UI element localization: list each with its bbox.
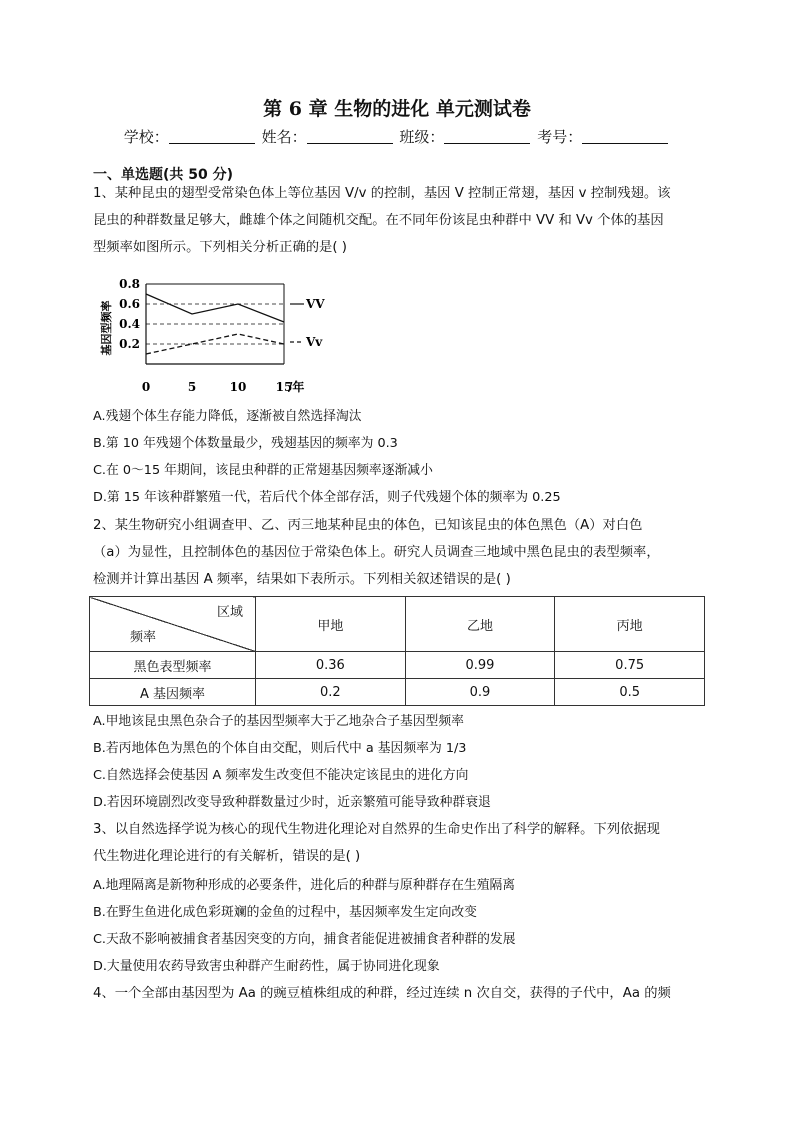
q4-line-1: 4、一个全部由基因型为 Aa 的豌豆植株组成的种群，经过连续 n 次自交，获得的子代中，Aa 的频 — [93, 986, 671, 1001]
exam-number-label: 考号： — [537, 128, 583, 146]
q3-option-d[interactable]: D.大量使用农药导致害虫种群产生耐药性，属于协同进化现象 — [93, 959, 440, 974]
column-header: 乙地 — [405, 597, 555, 652]
chart-ylabel: 基因型频率 — [100, 300, 113, 356]
chart-y-tick-label: 0.4 — [119, 317, 140, 331]
q3-option-b[interactable]: B.在野生鱼进化成色彩斑斓的金鱼的过程中，基因频率发生定向改变 — [93, 905, 477, 920]
q2-option-a[interactable]: A.甲地该昆虫黑色杂合子的基因型频率大于乙地杂合子基因型频率 — [93, 714, 464, 729]
name-blank[interactable] — [307, 129, 393, 144]
q2-line-3: 检测并计算出基因 A 频率，结果如下表所示。下列相关叙述错误的是( ) — [93, 572, 511, 587]
q2-option-b[interactable]: B.若丙地体色为黑色的个体自由交配，则后代中 a 基因频率为 1/3 — [93, 741, 467, 756]
chart-y-tick-label: 0.2 — [119, 337, 140, 351]
q2-option-d[interactable]: D.若因环境剧烈改变导致种群数量过少时，近亲繁殖可能导致种群衰退 — [93, 795, 491, 810]
q1-option-b[interactable]: B.第 10 年残翅个体数量最少，残翅基因的频率为 0.3 — [93, 436, 398, 451]
chart-x-tick-label: 10 — [229, 380, 247, 394]
name-label: 姓名： — [261, 128, 307, 146]
chart-xlabel: /年 — [288, 380, 305, 394]
table-cell: 0.2 — [256, 679, 406, 706]
school-blank[interactable] — [169, 129, 255, 144]
q1-option-d[interactable]: D.第 15 年该种群繁殖一代，若后代个体全部存活，则子代残翅个体的频率为 0.25 — [93, 490, 561, 505]
table-cell: 0.36 — [256, 652, 406, 679]
table-cell: 0.99 — [405, 652, 555, 679]
table-corner-cell — [90, 597, 256, 652]
q3-option-c[interactable]: C.天敌不影响被捕食者基因突变的方向，捕食者能促进被捕食者种群的发展 — [93, 932, 516, 947]
chart-gridlines — [146, 304, 284, 344]
q2-line-2: （a）为显性，且控制体色的基因位于常染色体上。研究人员调查三地域中黑色昆虫的表型频率， — [93, 545, 660, 560]
table-row — [90, 679, 705, 706]
q3-line-2: 代生物进化理论进行的有关解析，错误的是( ) — [93, 849, 361, 864]
q1-option-c[interactable]: C.在 0～15 年期间，该昆虫种群的正常翅基因频率逐渐减小 — [93, 463, 433, 478]
table-cell: 0.75 — [555, 652, 705, 679]
section-heading: 一、单选题(共 50 分) — [93, 167, 234, 183]
chart-y-tick-label: 0.6 — [119, 297, 140, 311]
row-label: 黑色表型频率 — [90, 652, 256, 679]
chart-x-tick-label: 5 — [187, 380, 197, 394]
genotype-frequency-chart — [100, 270, 325, 400]
corner-top-label: 区域 — [216, 605, 243, 620]
q3-option-a[interactable]: A.地理隔离是新物种形成的必要条件，进化后的种群与原种群存在生殖隔离 — [93, 878, 516, 893]
row-label: A 基因频率 — [90, 679, 256, 706]
chart-series-vv — [146, 334, 284, 354]
table-cell: 0.5 — [555, 679, 705, 706]
q1-option-a[interactable]: A.残翅个体生存能力降低，逐渐被自然选择淘汰 — [93, 409, 362, 424]
class-label: 班级： — [399, 128, 445, 146]
frequency-table — [89, 596, 705, 706]
legend-label-vv: VV — [306, 297, 325, 311]
chart-x-tick-label: 15 — [275, 380, 293, 394]
school-label: 学校： — [123, 128, 169, 146]
q1-line-3: 型频率如图所示。下列相关分析正确的是( ) — [93, 240, 347, 255]
corner-bottom-label: 频率 — [130, 630, 157, 645]
chart-series-vv — [146, 294, 284, 322]
q1-line-1: 1、某种昆虫的翅型受常染色体上等位基因 V/v 的控制，基因 V 控制正常翅，基因 v 控制残翅。该 — [93, 186, 671, 201]
q1-line-2: 昆虫的种群数量足够大，雌雄个体之间随机交配。在不同年份该昆虫种群中 VV 和 Vv 个体的基因 — [93, 213, 664, 228]
table-row — [90, 652, 705, 679]
page-title: 第 6 章 生物的进化 单元测试卷 — [263, 98, 531, 120]
class-blank[interactable] — [444, 129, 530, 144]
table-header-row — [90, 597, 705, 652]
table-cell: 0.9 — [405, 679, 555, 706]
chart-x-tick-label: 0 — [141, 380, 151, 394]
q2-option-c[interactable]: C.自然选择会使基因 A 频率发生改变但不能决定该昆虫的进化方向 — [93, 768, 469, 783]
legend-label-vv: Vv — [306, 335, 323, 349]
q2-line-1: 2、某生物研究小组调查甲、乙、丙三地某种昆虫的体色，已知该昆虫的体色黑色（A）对白色 — [93, 518, 643, 533]
exam-number-blank[interactable] — [582, 129, 668, 144]
column-header: 甲地 — [256, 597, 406, 652]
student-info-line — [0, 126, 794, 147]
chart-y-tick-label: 0.8 — [119, 277, 140, 291]
q3-line-1: 3、以自然选择学说为核心的现代生物进化理论对自然界的生命史作出了科学的解释。下列依据现 — [93, 822, 660, 837]
column-header: 丙地 — [555, 597, 705, 652]
